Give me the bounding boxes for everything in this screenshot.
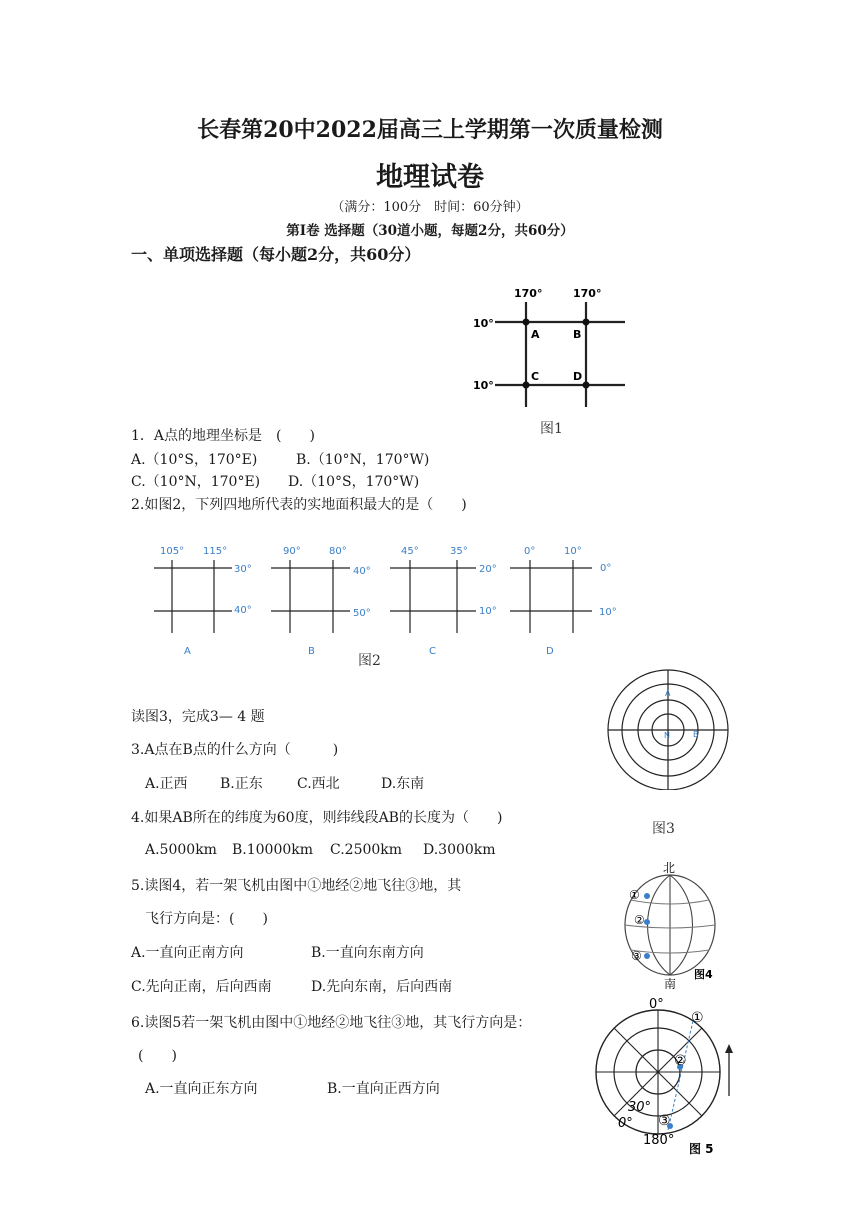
fig1-label-a: A [531, 328, 540, 341]
question-4-option-c: C.2500km [330, 842, 403, 858]
fig2-a-lat-bottom: 40° [234, 605, 252, 616]
fig3-point-a: A [665, 689, 671, 698]
fig2-d-name: D [546, 646, 554, 657]
fig2-a-lat-top: 30° [234, 564, 252, 575]
figure-3-polar [603, 658, 735, 790]
fig5-mark-1: ① [691, 1010, 704, 1026]
figure-1-caption: 图1 [540, 421, 563, 437]
fig4-south: 南 [664, 977, 677, 991]
intro-3-4: 读图3，完成3— 4 题 [131, 709, 265, 725]
question-1-option-c: C.（10°N，170°E) [131, 474, 261, 490]
fig1-point-a [523, 319, 530, 326]
question-1-stem: 1．A点的地理坐标是 ( ) [131, 428, 315, 444]
figure-1-grid [470, 282, 640, 412]
question-4-option-d: D.3000km [423, 842, 496, 858]
fig1-point-d [583, 382, 590, 389]
fig4-mark-3: ③ [631, 949, 642, 963]
question-6-stem-1: 6.读图5若一架飞机由图中①地经②地飞往③地，其飞行方向是： [131, 1015, 532, 1031]
fig2-c-lat-top: 20° [479, 564, 497, 575]
fig2-grid-c [390, 546, 497, 657]
fig2-c-name: C [429, 646, 436, 657]
question-1-option-b: B.（10°N，170°W) [296, 452, 430, 468]
fig4-north: 北 [663, 861, 676, 875]
question-5-option-b: B.一直向东南方向 [311, 945, 424, 961]
question-3-stem: 3.A点在B点的什么方向（ ) [131, 742, 339, 758]
fig2-b-lat-bottom: 50° [353, 608, 371, 619]
fig5-mark-2: ② [674, 1053, 687, 1069]
question-5-option-a: A.一直向正南方向 [131, 945, 244, 961]
fig4-mark-1: ① [629, 888, 640, 902]
question-5-stem-1: 5.读图4，若一架飞机由图中①地经②地飞往③地，其 [131, 878, 462, 894]
question-2-stem: 2.如图2，下列四地所代表的实地面积最大的是（ ) [131, 497, 467, 513]
figure-5-caption: 图 5 [689, 1142, 714, 1156]
fig2-b-name: B [308, 646, 315, 657]
question-3-option-c: C.西北 [297, 776, 340, 792]
question-4-option-a: A.5000km [145, 842, 217, 858]
fig5-lat-30: 30° [628, 1100, 652, 1115]
figure-3-caption: 图3 [652, 821, 675, 837]
fig1-lon-left: 170° [514, 287, 543, 300]
fig2-b-lat-top: 40° [353, 566, 371, 577]
fig5-top-label: 0° [649, 997, 664, 1012]
question-3-option-a: A.正西 [145, 776, 188, 792]
figure-4-globe [618, 858, 728, 992]
question-3-option-b: B.正东 [220, 776, 263, 792]
figure-2-grids [140, 538, 640, 662]
fig1-lat-bottom: 10° [473, 379, 494, 392]
question-3-option-d: D.东南 [381, 776, 425, 792]
fig2-a-name: A [184, 646, 191, 657]
fig2-d-lat-bottom: 10° [599, 607, 617, 618]
fig2-b-lon-right: 80° [329, 546, 347, 557]
fig1-label-c: C [531, 370, 540, 383]
figure-5-polar [588, 992, 738, 1156]
fig1-point-c [523, 382, 530, 389]
fig2-grid-b [271, 546, 371, 657]
question-6-stem-2: ( ) [138, 1048, 177, 1064]
fig2-c-lon-right: 35° [450, 546, 468, 557]
fig5-mark-3: ③ [658, 1113, 671, 1129]
question-5-option-d: D.先向东南，后向西南 [311, 979, 453, 995]
fig2-a-lon-right: 115° [203, 546, 228, 557]
question-4-option-b: B.10000km [232, 842, 314, 858]
question-5-stem-2: 飞行方向是：( ) [145, 911, 268, 927]
fig2-grid-d [510, 546, 617, 657]
fig2-d-lon-right: 10° [564, 546, 582, 557]
question-5-option-c: C.先向正南，后向西南 [131, 979, 272, 995]
part-heading: 第Ⅰ卷 选择题（30道小题，每题2分，共60分） [286, 223, 574, 239]
fig2-d-lat-top: 0° [600, 563, 612, 574]
question-4-stem: 4.如果AB所在的纬度为60度，则纬线段AB的长度为（ ) [131, 810, 503, 826]
fig4-mark-2: ② [634, 913, 645, 927]
fig2-a-lon-left: 105° [160, 546, 185, 557]
fig2-b-lon-left: 90° [283, 546, 301, 557]
fig2-c-lat-bottom: 10° [479, 606, 497, 617]
exam-info: （满分：100分 时间：60分钟） [331, 200, 529, 215]
fig1-point-b [583, 319, 590, 326]
fig2-d-lon-left: 0° [524, 546, 536, 557]
question-1-option-a: A.（10°S，170°E) [131, 452, 258, 468]
fig1-label-b: B [573, 328, 582, 341]
fig3-point-n: N [664, 731, 670, 740]
question-6-option-b: B.一直向正西方向 [327, 1081, 440, 1097]
fig2-c-lon-left: 45° [401, 546, 419, 557]
question-6-option-a: A.一直向正东方向 [145, 1081, 258, 1097]
section-heading: 一、单项选择题（每小题2分，共60分） [131, 245, 421, 264]
exam-title: 长春第20中2022届高三上学期第一次质量检测 [197, 117, 663, 143]
fig1-label-d: D [573, 370, 583, 383]
fig5-lat-0: 0° [618, 1116, 633, 1131]
fig1-lon-right: 170° [573, 287, 602, 300]
fig2-grid-a [154, 546, 252, 657]
figure-4-caption: 图4 [694, 968, 713, 981]
fig1-lat-top: 10° [473, 317, 494, 330]
fig3-point-b: B [693, 730, 699, 739]
subject-title: 地理试卷 [376, 162, 484, 193]
fig5-bottom-label: 180° [643, 1133, 675, 1148]
figure-2-caption: 图2 [358, 653, 381, 669]
question-1-option-d: D.（10°S，170°W) [288, 474, 420, 490]
